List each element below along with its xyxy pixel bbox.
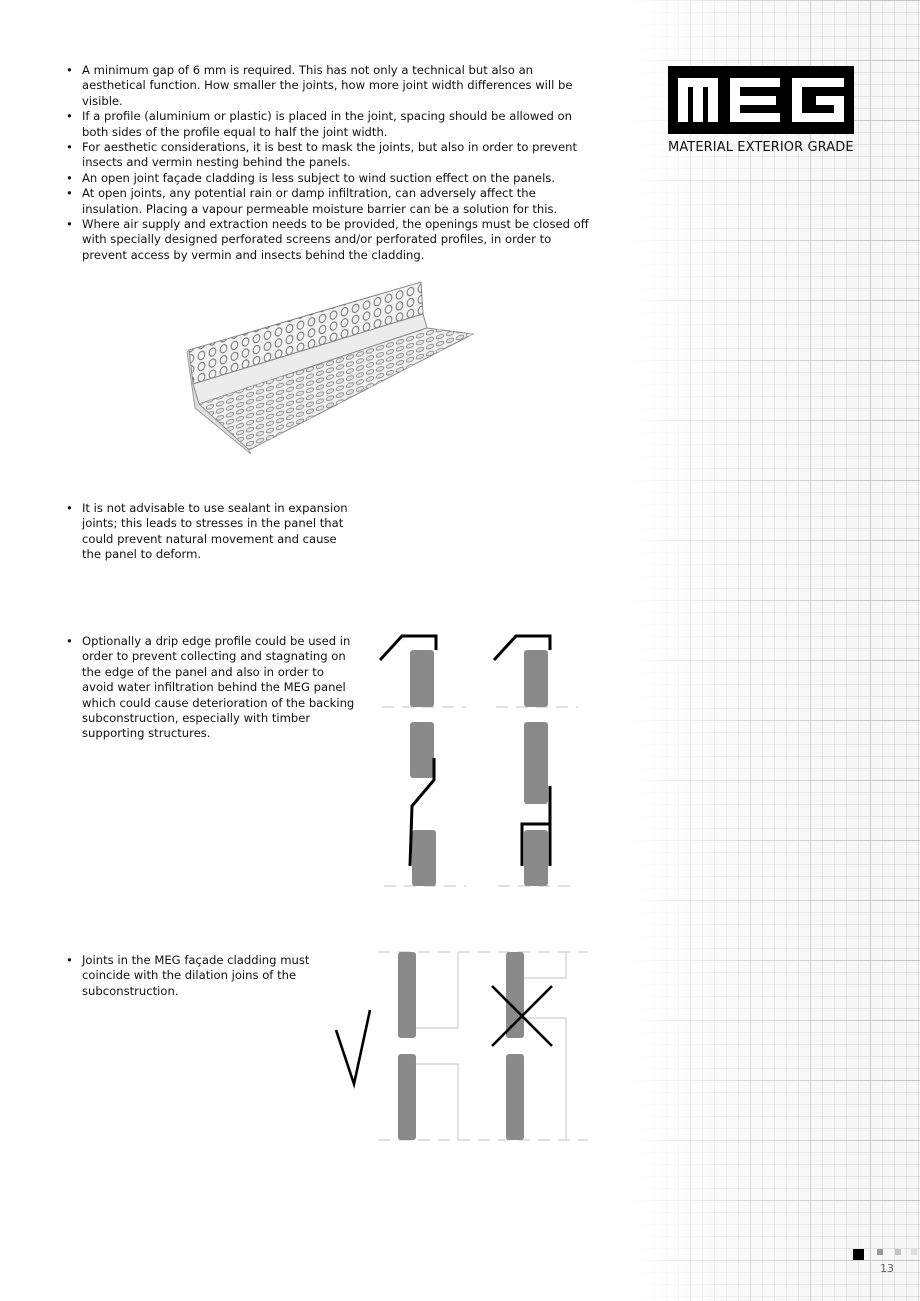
list-item: • A minimum gap of 6 mm is required. This has not only a technical but also an aesthetical function. How smaller the joints, how more joint width differences will be visible.	[66, 63, 573, 108]
top-bullet-list	[64, 63, 594, 263]
grid-background	[630, 0, 920, 1301]
list-item: • Joints in the MEG façade cladding must coincide with the dilation joins of the subconstruction.	[66, 953, 310, 998]
perforated-profile-illustration	[185, 278, 477, 460]
list-item: • Optionally a drip edge profile could be used in order to prevent collecting and stagnating on the edge of the panel and also in order to avoid water infiltration behind the MEG panel which could cause deterioration of the backing subconstruction, especially with timber supporting structures.	[66, 634, 355, 741]
list-item: • It is not advisable to use sealant in expansion joints; this leads to stresses in the panel that could prevent natural movement and cause the panel to deform.	[66, 501, 348, 562]
list-item: • At open joints, any potential rain or damp infiltration, can adversely affect the insulation. Placing a vapour permeable moisture barrier can be a solution for this.	[66, 186, 558, 216]
sealant-bullet-list	[64, 501, 354, 563]
list-item: • Where air supply and extraction needs to be provided, the openings must be closed off with specially designed perforated screens and/or perforated profiles, in order to prevent access by vermin and insects behind the cladding.	[66, 217, 589, 262]
list-item: • An open joint façade cladding is less subject to wind suction effect on the panels.	[66, 170, 556, 185]
meg-logo	[668, 66, 854, 155]
drip-edge-diagram	[374, 630, 584, 896]
list-item: • For aesthetic considerations, it is best to mask the joints, but also in order to prevent insects and vermin nesting behind the panels.	[66, 140, 578, 170]
list-item: • If a profile (aluminium or plastic) is placed in the joint, spacing should be allowed on both sides of the profile equal to half the joint width.	[66, 109, 572, 139]
meg-logo-mark	[668, 66, 854, 134]
logo-tagline: MATERIAL EXTERIOR GRADE	[668, 140, 854, 155]
page-number: 13	[880, 1262, 894, 1275]
joint-alignment-diagram	[330, 948, 592, 1150]
joints-bullet-list	[64, 953, 314, 999]
drip-bullet-list	[64, 634, 359, 742]
check-mark-icon	[336, 1010, 370, 1084]
